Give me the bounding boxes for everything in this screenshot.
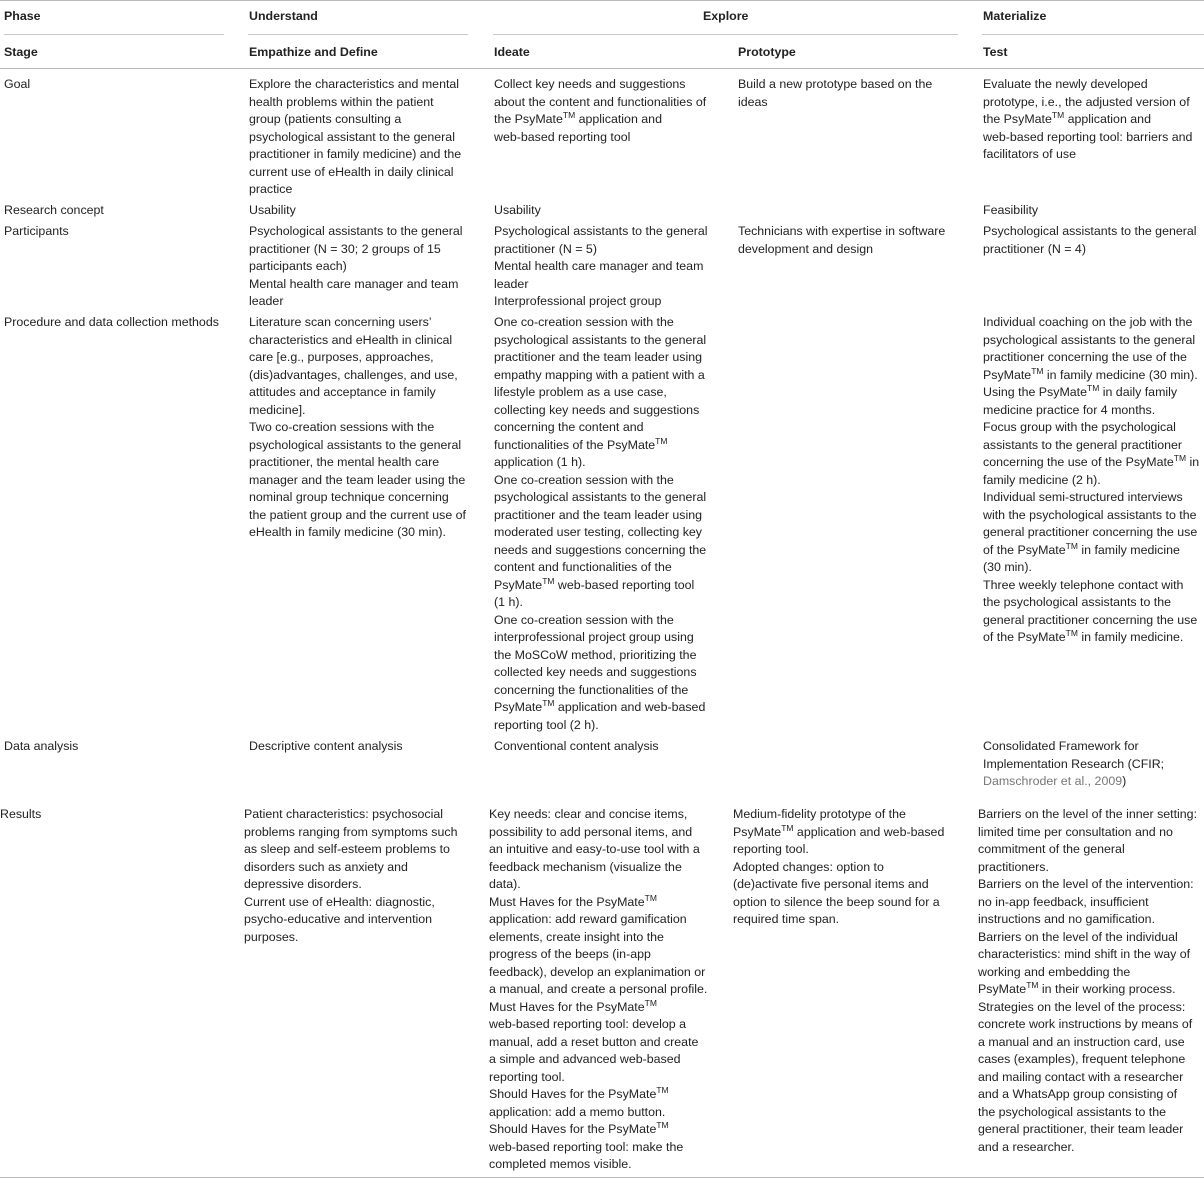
cell-line: eHealth in family medicine (30 min). bbox=[249, 525, 446, 539]
citation-link[interactable]: Damschroder et al., 2009 bbox=[983, 774, 1123, 788]
cell-line: medicine]. bbox=[249, 402, 306, 417]
cell-line: Two co-creation sessions with the bbox=[249, 420, 435, 434]
cell-line: problems ranging from symptoms such bbox=[244, 824, 458, 839]
cell-line: the PsyMate™ application and bbox=[494, 109, 662, 126]
cell-line: family medicine (2 h). bbox=[983, 472, 1101, 487]
cell-line: concerning the use of the PsyMate™ in bbox=[983, 452, 1200, 469]
trademark-superscript: TM bbox=[542, 575, 555, 586]
cell-line: Consolidated Framework for bbox=[983, 739, 1139, 753]
cell-line: Adopted changes: option to bbox=[733, 859, 884, 874]
row-label-results: Results bbox=[0, 807, 42, 821]
cell-line: Interprofessional project group bbox=[494, 294, 662, 308]
cell-line: Descriptive content analysis bbox=[249, 739, 403, 753]
cell-line: development and design bbox=[738, 241, 874, 256]
cell-line: psychological assistants to the general bbox=[494, 490, 707, 504]
cell-line: an intuitive and easy-to-use tool with a bbox=[489, 842, 700, 856]
cell-line: manual, add a reset button and create bbox=[489, 1034, 699, 1049]
cell-line: purposes. bbox=[244, 929, 299, 944]
cell-line: collected key needs and suggestions bbox=[494, 665, 697, 679]
top-rule bbox=[0, 0, 1204, 1]
row-label-participants: Participants bbox=[4, 224, 69, 238]
phase-underline-materialize bbox=[982, 34, 1204, 35]
cell-line: option to silence the beep sound for a bbox=[733, 894, 940, 909]
cell-line: web-based reporting tool: make the bbox=[489, 1139, 684, 1154]
trademark-superscript: TM bbox=[562, 109, 576, 120]
trademark-superscript: TM bbox=[1065, 627, 1078, 638]
cell-line: progress of the beeps (in-app bbox=[489, 947, 651, 961]
cell-line: the psychological assistants to the bbox=[983, 595, 1172, 609]
cell-line: prototype, i.e., the adjusted version of bbox=[983, 94, 1190, 109]
goal-ideate bbox=[494, 76, 706, 146]
results-ideate bbox=[489, 806, 707, 1174]
cell-line: possibility to add personal items, and bbox=[489, 824, 693, 839]
cell-line: nominal group technique concerning bbox=[249, 490, 449, 504]
cell-line: Implementation Research (CFIR; bbox=[983, 756, 1165, 771]
cell-line: care [e.g., purposes, approaches, bbox=[249, 350, 434, 364]
cell-line: Literature scan concerning users’ bbox=[249, 315, 432, 329]
results-prototype bbox=[733, 806, 944, 929]
cell-line: concrete work instructions by means of bbox=[978, 1017, 1193, 1031]
cell-line: and a researcher. bbox=[978, 1139, 1075, 1154]
trademark-superscript: TM bbox=[1026, 979, 1039, 990]
trademark-superscript: TM bbox=[656, 1084, 669, 1095]
cell-line: Psychological assistants to the general bbox=[494, 224, 708, 238]
participants-ideate bbox=[494, 223, 708, 311]
goal-prototype bbox=[738, 76, 932, 111]
cell-line: functionalities of the PsyMate™ bbox=[494, 435, 668, 452]
cell-line: reporting tool. bbox=[733, 842, 809, 856]
cell-line: participants each) bbox=[249, 259, 347, 273]
cell-line: web-based reporting tool: barriers and bbox=[983, 129, 1193, 144]
cell-line: concerning the content and bbox=[494, 420, 644, 434]
cell-line: needs and suggestions concerning the bbox=[494, 542, 707, 557]
stage-prototype: Prototype bbox=[738, 45, 796, 59]
procedure-ideate bbox=[494, 314, 706, 734]
cell-line: about the content and functionalities of bbox=[494, 94, 707, 109]
cell-line: concerning the functionalities of the bbox=[494, 682, 689, 697]
cell-line: Barriers on the level of the individual bbox=[978, 929, 1178, 944]
cell-line: collecting key needs and suggestions bbox=[494, 402, 700, 417]
phase-underline-stage bbox=[4, 34, 224, 35]
trademark-superscript: TM bbox=[1051, 109, 1065, 120]
cell-line: Build a new prototype based on the bbox=[738, 77, 933, 91]
cell-line: Three weekly telephone contact with bbox=[983, 577, 1184, 592]
cell-line: a simple and advanced web-based bbox=[489, 1052, 681, 1066]
results-empathize bbox=[244, 806, 457, 946]
research-concept-test bbox=[983, 202, 1038, 220]
cell-line: practitioner in family medicine) and the bbox=[249, 147, 462, 161]
cell-line: application: add reward gamification bbox=[489, 912, 687, 926]
cell-line: Evaluate the newly developed bbox=[983, 77, 1148, 91]
cell-line: practitioners. bbox=[978, 859, 1049, 874]
cell-line: practice bbox=[249, 182, 293, 196]
trademark-superscript: TM bbox=[656, 1119, 669, 1130]
cell-line: psychological assistants to the general bbox=[249, 437, 462, 452]
cell-line: characteristics: mind shift in the way of bbox=[978, 947, 1191, 961]
cell-line: Psychological assistants to the general bbox=[983, 224, 1197, 238]
cell-line: reporting tool. bbox=[489, 1069, 565, 1084]
phase-underline-explore bbox=[493, 34, 958, 35]
participants-prototype bbox=[738, 223, 945, 258]
cell-line: PsyMate™ in their working process. bbox=[978, 979, 1176, 996]
cell-line: characteristics and eHealth in clinical bbox=[249, 332, 453, 347]
cell-line: Key needs: clear and concise items, bbox=[489, 807, 688, 821]
cell-line: practitioner, the mental health care bbox=[249, 455, 440, 469]
research-concept-empathize bbox=[249, 202, 296, 220]
cell-line: Should Haves for the PsyMate™ bbox=[489, 1119, 669, 1136]
cell-line: Must Haves for the PsyMate™ bbox=[489, 892, 657, 909]
trademark-superscript: TM bbox=[644, 892, 657, 903]
cell-line: of the PsyMate™ in family medicine bbox=[983, 540, 1180, 557]
cell-line: health problems within the patient bbox=[249, 94, 434, 109]
stage-test: Test bbox=[983, 45, 1008, 59]
bottom-rule bbox=[0, 1177, 1204, 1178]
cell-line: and mailing contact with a researcher bbox=[978, 1069, 1184, 1084]
row-label-procedure: Procedure and data collection methods bbox=[4, 315, 219, 329]
cell-line: feedback mechanism (visualize the bbox=[489, 859, 682, 874]
cell-line: general practitioner concerning the use bbox=[983, 612, 1198, 627]
cell-line: Should Haves for the PsyMate™ bbox=[489, 1084, 669, 1101]
cell-line: Patient characteristics: psychosocial bbox=[244, 807, 444, 821]
cell-line: commitment of the general bbox=[978, 842, 1125, 856]
cell-line: application (1 h). bbox=[494, 455, 586, 469]
cell-line: One co-creation session with the bbox=[494, 472, 674, 487]
cell-line: lifestyle problem as a use case, bbox=[494, 385, 667, 399]
cell-line: manager and the team leader using the bbox=[249, 472, 466, 487]
cell-line: psychological assistants to the general bbox=[983, 332, 1196, 347]
trademark-superscript: TM bbox=[1087, 382, 1100, 393]
cell-line: Technicians with expertise in software bbox=[738, 224, 946, 238]
cell-line: interprofessional project group using bbox=[494, 630, 694, 644]
cell-line: Individual semi-structured interviews bbox=[983, 490, 1183, 504]
cell-line: application: add a memo button. bbox=[489, 1104, 666, 1119]
cell-line: Using the PsyMate™ in daily family bbox=[983, 382, 1178, 399]
cell-line: elements, create insight into the bbox=[489, 929, 664, 944]
cell-line: data). bbox=[489, 877, 521, 891]
cell-line: leader bbox=[494, 276, 529, 291]
trademark-superscript: TM bbox=[1173, 452, 1187, 463]
cell-line: practitioner concerning the use of the bbox=[983, 350, 1187, 364]
cell-line: as sleep and self-esteem problems to bbox=[244, 842, 450, 856]
trademark-superscript: TM bbox=[655, 435, 668, 446]
data-analysis-test bbox=[983, 738, 1164, 791]
phase-explore: Explore bbox=[703, 9, 749, 23]
cell-line: Collect key needs and suggestions bbox=[494, 77, 686, 91]
cell-line: (30 min). bbox=[983, 560, 1032, 574]
cell-line: Usability bbox=[494, 203, 541, 217]
cell-line: the PsyMate™ application and bbox=[983, 109, 1151, 126]
phase-understand: Understand bbox=[249, 9, 318, 23]
cell-line: Must Haves for the PsyMate™ bbox=[489, 997, 657, 1014]
cell-line: required time span. bbox=[733, 912, 840, 926]
trademark-superscript: TM bbox=[1031, 365, 1044, 376]
cell-line: Barriers on the level of the inner setting: bbox=[978, 807, 1198, 821]
cell-line: web-based reporting tool: develop a bbox=[489, 1017, 687, 1031]
cell-line: practitioner and the team leader using bbox=[494, 350, 703, 364]
row-label-research-concept: Research concept bbox=[4, 203, 104, 217]
cell-line: reporting tool (2 h). bbox=[494, 717, 599, 732]
cell-line: limited time per consultation and no bbox=[978, 824, 1173, 839]
cell-line: instructions and no gamification. bbox=[978, 912, 1156, 926]
cell-line: ideas bbox=[738, 94, 768, 109]
cell-line: Focus group with the psychological bbox=[983, 420, 1176, 434]
cell-line: facilitators of use bbox=[983, 147, 1076, 161]
cell-line: psycho-educative and intervention bbox=[244, 912, 433, 926]
cell-line: PsyMate™ web-based reporting tool bbox=[494, 575, 695, 592]
cell-line: cases (examples), frequent telephone bbox=[978, 1052, 1186, 1066]
header-rule bbox=[0, 68, 1204, 69]
cell-line: general practitioner, their team leader bbox=[978, 1122, 1184, 1136]
data-analysis-empathize bbox=[249, 738, 403, 756]
cell-line: a manual, and create a personal profile. bbox=[489, 982, 708, 996]
phase-materialize: Materialize bbox=[983, 9, 1047, 23]
participants-test bbox=[983, 223, 1197, 258]
cell-line: (1 h). bbox=[494, 595, 523, 609]
cell-line: completed memos visible. bbox=[489, 1157, 632, 1171]
cell-line: group (patients consulting a bbox=[249, 112, 402, 126]
cell-line: Mental health care manager and team bbox=[494, 259, 704, 273]
cell-line: leader bbox=[249, 294, 284, 308]
cell-line: psychological assistants to the general bbox=[494, 332, 707, 347]
cell-line: Psychological assistants to the general bbox=[249, 224, 463, 238]
procedure-test bbox=[983, 314, 1199, 647]
cell-line: no in-app feedback, insufficient bbox=[978, 894, 1149, 909]
goal-test bbox=[983, 76, 1192, 164]
cell-line: Barriers on the level of the intervention: bbox=[978, 877, 1194, 891]
cell-line: Current use of eHealth: diagnostic, bbox=[244, 894, 435, 909]
cell-line: depressive disorders. bbox=[244, 877, 362, 891]
cell-line: Strategies on the level of the process: bbox=[978, 999, 1186, 1014]
row-label-data-analysis: Data analysis bbox=[4, 739, 79, 753]
cell-line: Explore the characteristics and mental bbox=[249, 77, 460, 91]
cell-line: Medium-fidelity prototype of the bbox=[733, 807, 906, 821]
participants-empathize bbox=[249, 223, 463, 311]
cell-line: content and functionalities of the bbox=[494, 560, 672, 574]
cell-line: One co-creation session with the bbox=[494, 315, 674, 329]
cell-line: general practitioner concerning the use bbox=[983, 525, 1198, 539]
cell-line: with the psychological assistants to the bbox=[983, 507, 1197, 522]
cell-line: medicine practice for 4 months. bbox=[983, 402, 1156, 417]
cell-line: feedback), develop an explanimation or bbox=[489, 964, 706, 979]
cell-line: practitioner (N = 4) bbox=[983, 241, 1086, 256]
phase-header: Phase bbox=[4, 9, 41, 23]
results-test bbox=[978, 806, 1197, 1156]
cell-line: a manual and an instruction card, use bbox=[978, 1034, 1185, 1049]
cell-line: practitioner (N = 5) bbox=[494, 241, 597, 256]
research-concept-ideate bbox=[494, 202, 541, 220]
data-analysis-ideate bbox=[494, 738, 659, 756]
row-label-goal: Goal bbox=[4, 77, 31, 91]
cell-line: Mental health care manager and team bbox=[249, 276, 459, 291]
cell-line: the patient group and the current use of bbox=[249, 507, 466, 522]
cell-line: moderated user testing, collecting key bbox=[494, 525, 702, 539]
cell-line: (de)activate five personal items and bbox=[733, 877, 929, 891]
cell-line: assistants to the general practitioner bbox=[983, 437, 1183, 452]
trademark-superscript: TM bbox=[542, 697, 555, 708]
cell-line: PsyMate™ application and web-based bbox=[733, 822, 945, 839]
cell-line: PsyMate™ application and web-based bbox=[494, 697, 706, 714]
cell-line: Individual coaching on the job with the bbox=[983, 315, 1193, 329]
trademark-superscript: TM bbox=[1065, 540, 1078, 551]
cell-line: and a WhatsApp group consisting of bbox=[978, 1087, 1178, 1101]
data-analysis-test-lines bbox=[983, 738, 1164, 773]
cell-line: attitudes and acceptance in family bbox=[249, 385, 436, 399]
goal-empathize bbox=[249, 76, 461, 199]
stage-empathize: Empathize and Define bbox=[249, 45, 378, 59]
cell-line: web-based reporting tool bbox=[494, 129, 631, 144]
stage-ideate: Ideate bbox=[494, 45, 530, 59]
procedure-empathize bbox=[249, 314, 466, 542]
phase-underline-understand bbox=[248, 34, 468, 35]
cell-line: PsyMate™ in family medicine (30 min). bbox=[983, 365, 1198, 382]
stage-header: Stage bbox=[4, 45, 38, 59]
cell-line: empathy mapping with a patient with a bbox=[494, 367, 705, 382]
cell-line: of the PsyMate™ in family medicine. bbox=[983, 627, 1184, 644]
cell-line: Conventional content analysis bbox=[494, 739, 659, 753]
citation-close: ) bbox=[1122, 774, 1127, 788]
cell-line: current use of eHealth in daily clinical bbox=[249, 164, 454, 179]
cell-line: Usability bbox=[249, 203, 296, 217]
cell-line: practitioner (N = 30; 2 groups of 15 bbox=[249, 241, 441, 256]
cell-line: (dis)advantages, challenges, and use, bbox=[249, 367, 458, 382]
cell-line: Feasibility bbox=[983, 203, 1039, 217]
cell-line: disorders such as anxiety and bbox=[244, 859, 408, 874]
trademark-superscript: TM bbox=[781, 822, 794, 833]
cell-line: the psychological assistants to the bbox=[978, 1104, 1167, 1119]
cell-line: working and embedding the bbox=[978, 964, 1131, 979]
cell-line: practitioner and the team leader using bbox=[494, 507, 703, 522]
cell-line: the MoSCoW method, prioritizing the bbox=[494, 647, 697, 662]
cell-line: psychological assistant to the general bbox=[249, 129, 455, 144]
trademark-superscript: TM bbox=[644, 997, 657, 1008]
cell-line: One co-creation session with the bbox=[494, 612, 674, 627]
